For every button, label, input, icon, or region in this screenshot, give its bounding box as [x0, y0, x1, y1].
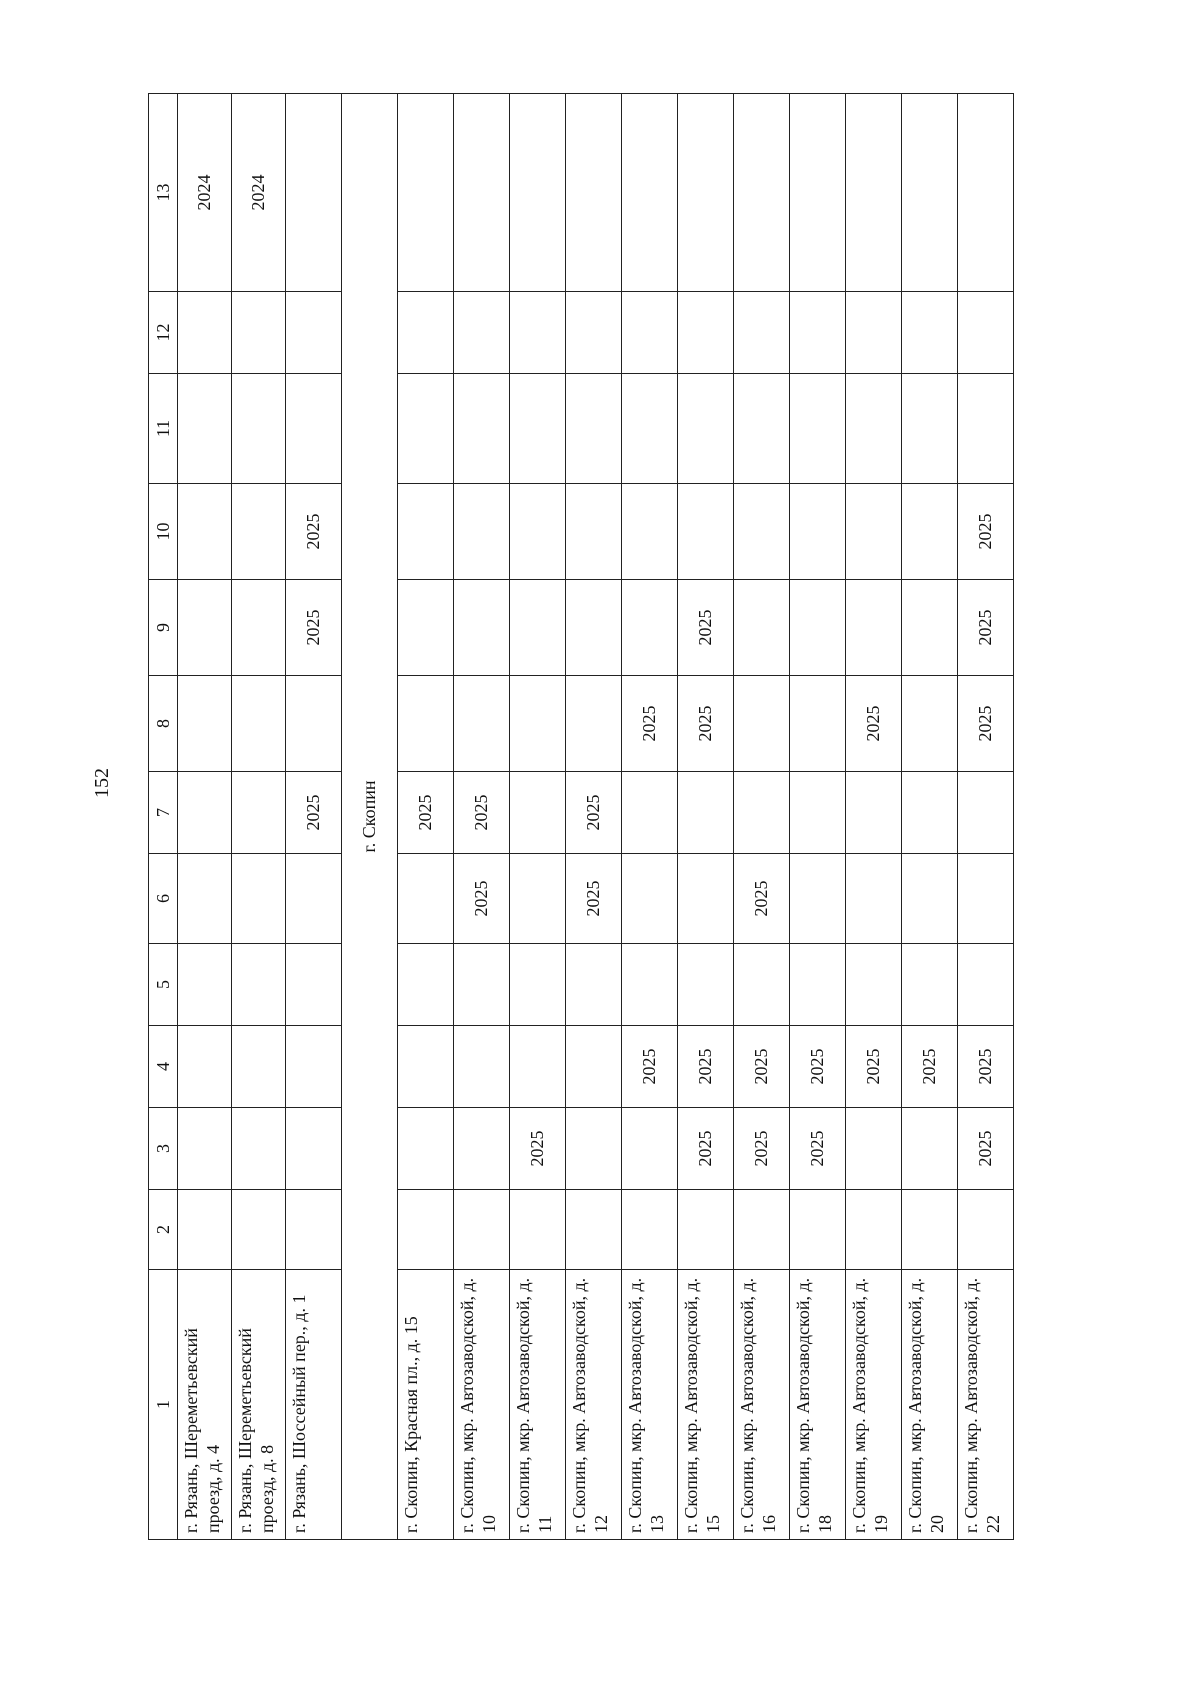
- header-cell: 1: [149, 1270, 178, 1540]
- page-number: 152: [91, 768, 113, 798]
- year-cell: [622, 94, 678, 292]
- table-row: [734, 94, 790, 1540]
- year-cell: 2025: [678, 580, 734, 676]
- year-cell: [454, 944, 510, 1026]
- address-cell: г. Скопин, мкр. Автозаводской, д. 15: [678, 1270, 734, 1540]
- year-cell: 2025: [566, 854, 622, 944]
- table-row: [232, 94, 286, 1540]
- year-cell: [510, 374, 566, 484]
- year-cell: 2025: [958, 1026, 1014, 1108]
- year-cell: 2025: [958, 484, 1014, 580]
- table-row: [902, 94, 958, 1540]
- year-cell: [902, 1108, 958, 1190]
- schedule-table: [148, 93, 1014, 1540]
- year-cell: [454, 292, 510, 374]
- header-row: [149, 94, 178, 1540]
- year-cell: [178, 580, 232, 676]
- year-cell: 2025: [286, 772, 342, 854]
- year-cell: [734, 772, 790, 854]
- year-cell: [734, 1190, 790, 1270]
- table-row: [510, 94, 566, 1540]
- year-cell: [398, 1108, 454, 1190]
- year-cell: [846, 1190, 902, 1270]
- year-cell: [454, 580, 510, 676]
- year-cell: [232, 292, 286, 374]
- year-cell: [790, 1190, 846, 1270]
- year-cell: [846, 580, 902, 676]
- year-cell: [902, 854, 958, 944]
- year-cell: [622, 374, 678, 484]
- year-cell: [846, 94, 902, 292]
- year-cell: [454, 1190, 510, 1270]
- year-cell: [566, 374, 622, 484]
- year-cell: [398, 1026, 454, 1108]
- year-cell: [510, 1026, 566, 1108]
- year-cell: [566, 580, 622, 676]
- year-cell: [510, 94, 566, 292]
- year-cell: [178, 1190, 232, 1270]
- year-cell: [846, 292, 902, 374]
- year-cell: [790, 374, 846, 484]
- year-cell: [566, 1108, 622, 1190]
- year-cell: [902, 484, 958, 580]
- year-cell: [958, 1190, 1014, 1270]
- year-cell: [790, 292, 846, 374]
- year-cell: [734, 580, 790, 676]
- year-cell: [178, 676, 232, 772]
- year-cell: [566, 292, 622, 374]
- header-cell: 2: [149, 1190, 178, 1270]
- address-cell: г. Скопин, мкр. Автозаводской, д. 11: [510, 1270, 566, 1540]
- year-cell: [622, 484, 678, 580]
- year-cell: [178, 944, 232, 1026]
- year-cell: 2025: [678, 676, 734, 772]
- year-cell: [734, 676, 790, 772]
- header-cell: 9: [149, 580, 178, 676]
- year-cell: [232, 944, 286, 1026]
- year-cell: [958, 772, 1014, 854]
- year-cell: [958, 944, 1014, 1026]
- year-cell: [678, 94, 734, 292]
- year-cell: 2024: [178, 94, 232, 292]
- year-cell: [902, 94, 958, 292]
- year-cell: [902, 292, 958, 374]
- year-cell: [622, 944, 678, 1026]
- year-cell: 2025: [566, 772, 622, 854]
- year-cell: [398, 94, 454, 292]
- header-cell: 12: [149, 292, 178, 374]
- year-cell: [678, 854, 734, 944]
- year-cell: [734, 944, 790, 1026]
- table-row: [790, 94, 846, 1540]
- year-cell: [790, 854, 846, 944]
- year-cell: [790, 676, 846, 772]
- year-cell: [734, 374, 790, 484]
- header-cell: 11: [149, 374, 178, 484]
- year-cell: 2025: [790, 1026, 846, 1108]
- year-cell: [678, 944, 734, 1026]
- year-cell: [178, 772, 232, 854]
- year-cell: [678, 374, 734, 484]
- year-cell: [902, 772, 958, 854]
- year-cell: [622, 292, 678, 374]
- table-row: [678, 94, 734, 1540]
- year-cell: 2025: [790, 1108, 846, 1190]
- year-cell: [902, 676, 958, 772]
- year-cell: [902, 374, 958, 484]
- header-cell: 13: [149, 94, 178, 292]
- year-cell: [902, 1190, 958, 1270]
- year-cell: [232, 374, 286, 484]
- year-cell: [790, 580, 846, 676]
- year-cell: [398, 374, 454, 484]
- rotated-table-container: [148, 94, 1008, 1540]
- year-cell: [398, 944, 454, 1026]
- year-cell: 2025: [622, 1026, 678, 1108]
- year-cell: [790, 484, 846, 580]
- year-cell: [510, 484, 566, 580]
- year-cell: [510, 292, 566, 374]
- year-cell: 2025: [622, 676, 678, 772]
- table-row: [622, 94, 678, 1540]
- year-cell: [178, 1108, 232, 1190]
- year-cell: [678, 1190, 734, 1270]
- year-cell: [398, 1190, 454, 1270]
- year-cell: [510, 676, 566, 772]
- address-cell: г. Рязань, Шереметьевский проезд, д. 8: [232, 1270, 286, 1540]
- year-cell: [398, 676, 454, 772]
- year-cell: 2025: [846, 676, 902, 772]
- year-cell: [734, 484, 790, 580]
- year-cell: [846, 374, 902, 484]
- year-cell: [454, 676, 510, 772]
- year-cell: [232, 484, 286, 580]
- year-cell: [846, 1108, 902, 1190]
- year-cell: 2025: [678, 1026, 734, 1108]
- year-cell: [678, 292, 734, 374]
- year-cell: [286, 1190, 342, 1270]
- header-cell: 6: [149, 854, 178, 944]
- year-cell: [958, 374, 1014, 484]
- header-cell: 4: [149, 1026, 178, 1108]
- table-row: [958, 94, 1014, 1540]
- year-cell: [232, 854, 286, 944]
- year-cell: [232, 676, 286, 772]
- year-cell: [734, 94, 790, 292]
- year-cell: [232, 1190, 286, 1270]
- year-cell: [286, 944, 342, 1026]
- year-cell: [232, 1026, 286, 1108]
- year-cell: [958, 854, 1014, 944]
- address-cell: г. Скопин, мкр. Автозаводской, д. 19: [846, 1270, 902, 1540]
- year-cell: [566, 1026, 622, 1108]
- year-cell: [286, 854, 342, 944]
- year-cell: 2025: [678, 1108, 734, 1190]
- year-cell: [178, 1026, 232, 1108]
- year-cell: [958, 94, 1014, 292]
- address-cell: г. Скопин, Красная пл., д. 15: [398, 1270, 454, 1540]
- year-cell: [622, 1108, 678, 1190]
- year-cell: [454, 1026, 510, 1108]
- table-row: [178, 94, 232, 1540]
- year-cell: 2025: [902, 1026, 958, 1108]
- year-cell: [398, 580, 454, 676]
- address-cell: г. Скопин, мкр. Автозаводской, д. 18: [790, 1270, 846, 1540]
- year-cell: [790, 94, 846, 292]
- year-cell: [622, 854, 678, 944]
- table-row: [566, 94, 622, 1540]
- address-cell: г. Скопин, мкр. Автозаводской, д. 20: [902, 1270, 958, 1540]
- header-cell: 7: [149, 772, 178, 854]
- year-cell: [286, 374, 342, 484]
- address-cell: г. Рязань, Шереметьевский проезд, д. 4: [178, 1270, 232, 1540]
- year-cell: [286, 1108, 342, 1190]
- year-cell: [178, 484, 232, 580]
- year-cell: 2024: [232, 94, 286, 292]
- year-cell: [790, 772, 846, 854]
- year-cell: [846, 944, 902, 1026]
- year-cell: 2025: [958, 1108, 1014, 1190]
- year-cell: [510, 944, 566, 1026]
- year-cell: [510, 772, 566, 854]
- table-row: [846, 94, 902, 1540]
- year-cell: [678, 772, 734, 854]
- year-cell: 2025: [958, 580, 1014, 676]
- year-cell: [286, 1026, 342, 1108]
- address-cell: г. Скопин, мкр. Автозаводской, д. 22: [958, 1270, 1014, 1540]
- table-row: [398, 94, 454, 1540]
- year-cell: [566, 484, 622, 580]
- year-cell: [510, 1190, 566, 1270]
- header-cell: 8: [149, 676, 178, 772]
- year-cell: [178, 374, 232, 484]
- address-cell: г. Скопин, мкр. Автозаводской, д. 10: [454, 1270, 510, 1540]
- year-cell: 2025: [846, 1026, 902, 1108]
- year-cell: [398, 484, 454, 580]
- year-cell: [398, 292, 454, 374]
- year-cell: [622, 772, 678, 854]
- year-cell: [510, 854, 566, 944]
- year-cell: [622, 580, 678, 676]
- year-cell: [958, 292, 1014, 374]
- year-cell: [232, 772, 286, 854]
- year-cell: [566, 676, 622, 772]
- year-cell: [398, 854, 454, 944]
- year-cell: [510, 580, 566, 676]
- year-cell: [286, 676, 342, 772]
- year-cell: [734, 292, 790, 374]
- year-cell: [454, 484, 510, 580]
- header-cell: 10: [149, 484, 178, 580]
- year-cell: [678, 484, 734, 580]
- year-cell: [566, 944, 622, 1026]
- table-row: [286, 94, 342, 1540]
- year-cell: 2025: [734, 854, 790, 944]
- section-title: г. Скопин: [342, 94, 398, 1540]
- year-cell: [454, 1108, 510, 1190]
- year-cell: [622, 1190, 678, 1270]
- year-cell: 2025: [286, 580, 342, 676]
- header-cell: 5: [149, 944, 178, 1026]
- year-cell: [232, 580, 286, 676]
- year-cell: [178, 854, 232, 944]
- address-cell: г. Скопин, мкр. Автозаводской, д. 16: [734, 1270, 790, 1540]
- year-cell: 2025: [454, 854, 510, 944]
- year-cell: 2025: [398, 772, 454, 854]
- year-cell: [790, 944, 846, 1026]
- section-header-row: [342, 94, 398, 1540]
- year-cell: [846, 854, 902, 944]
- year-cell: [566, 1190, 622, 1270]
- year-cell: 2025: [734, 1026, 790, 1108]
- year-cell: [178, 292, 232, 374]
- year-cell: 2025: [958, 676, 1014, 772]
- year-cell: [454, 94, 510, 292]
- year-cell: [846, 772, 902, 854]
- address-cell: г. Рязань, Шоссейный пер., д. 1: [286, 1270, 342, 1540]
- year-cell: [232, 1108, 286, 1190]
- table-row: [454, 94, 510, 1540]
- year-cell: [846, 484, 902, 580]
- year-cell: 2025: [510, 1108, 566, 1190]
- year-cell: [566, 94, 622, 292]
- year-cell: [902, 580, 958, 676]
- header-cell: 3: [149, 1108, 178, 1190]
- year-cell: [902, 944, 958, 1026]
- year-cell: 2025: [286, 484, 342, 580]
- address-cell: г. Скопин, мкр. Автозаводской, д. 13: [622, 1270, 678, 1540]
- year-cell: [286, 94, 342, 292]
- year-cell: [286, 292, 342, 374]
- year-cell: 2025: [734, 1108, 790, 1190]
- year-cell: 2025: [454, 772, 510, 854]
- year-cell: [454, 374, 510, 484]
- address-cell: г. Скопин, мкр. Автозаводской, д. 12: [566, 1270, 622, 1540]
